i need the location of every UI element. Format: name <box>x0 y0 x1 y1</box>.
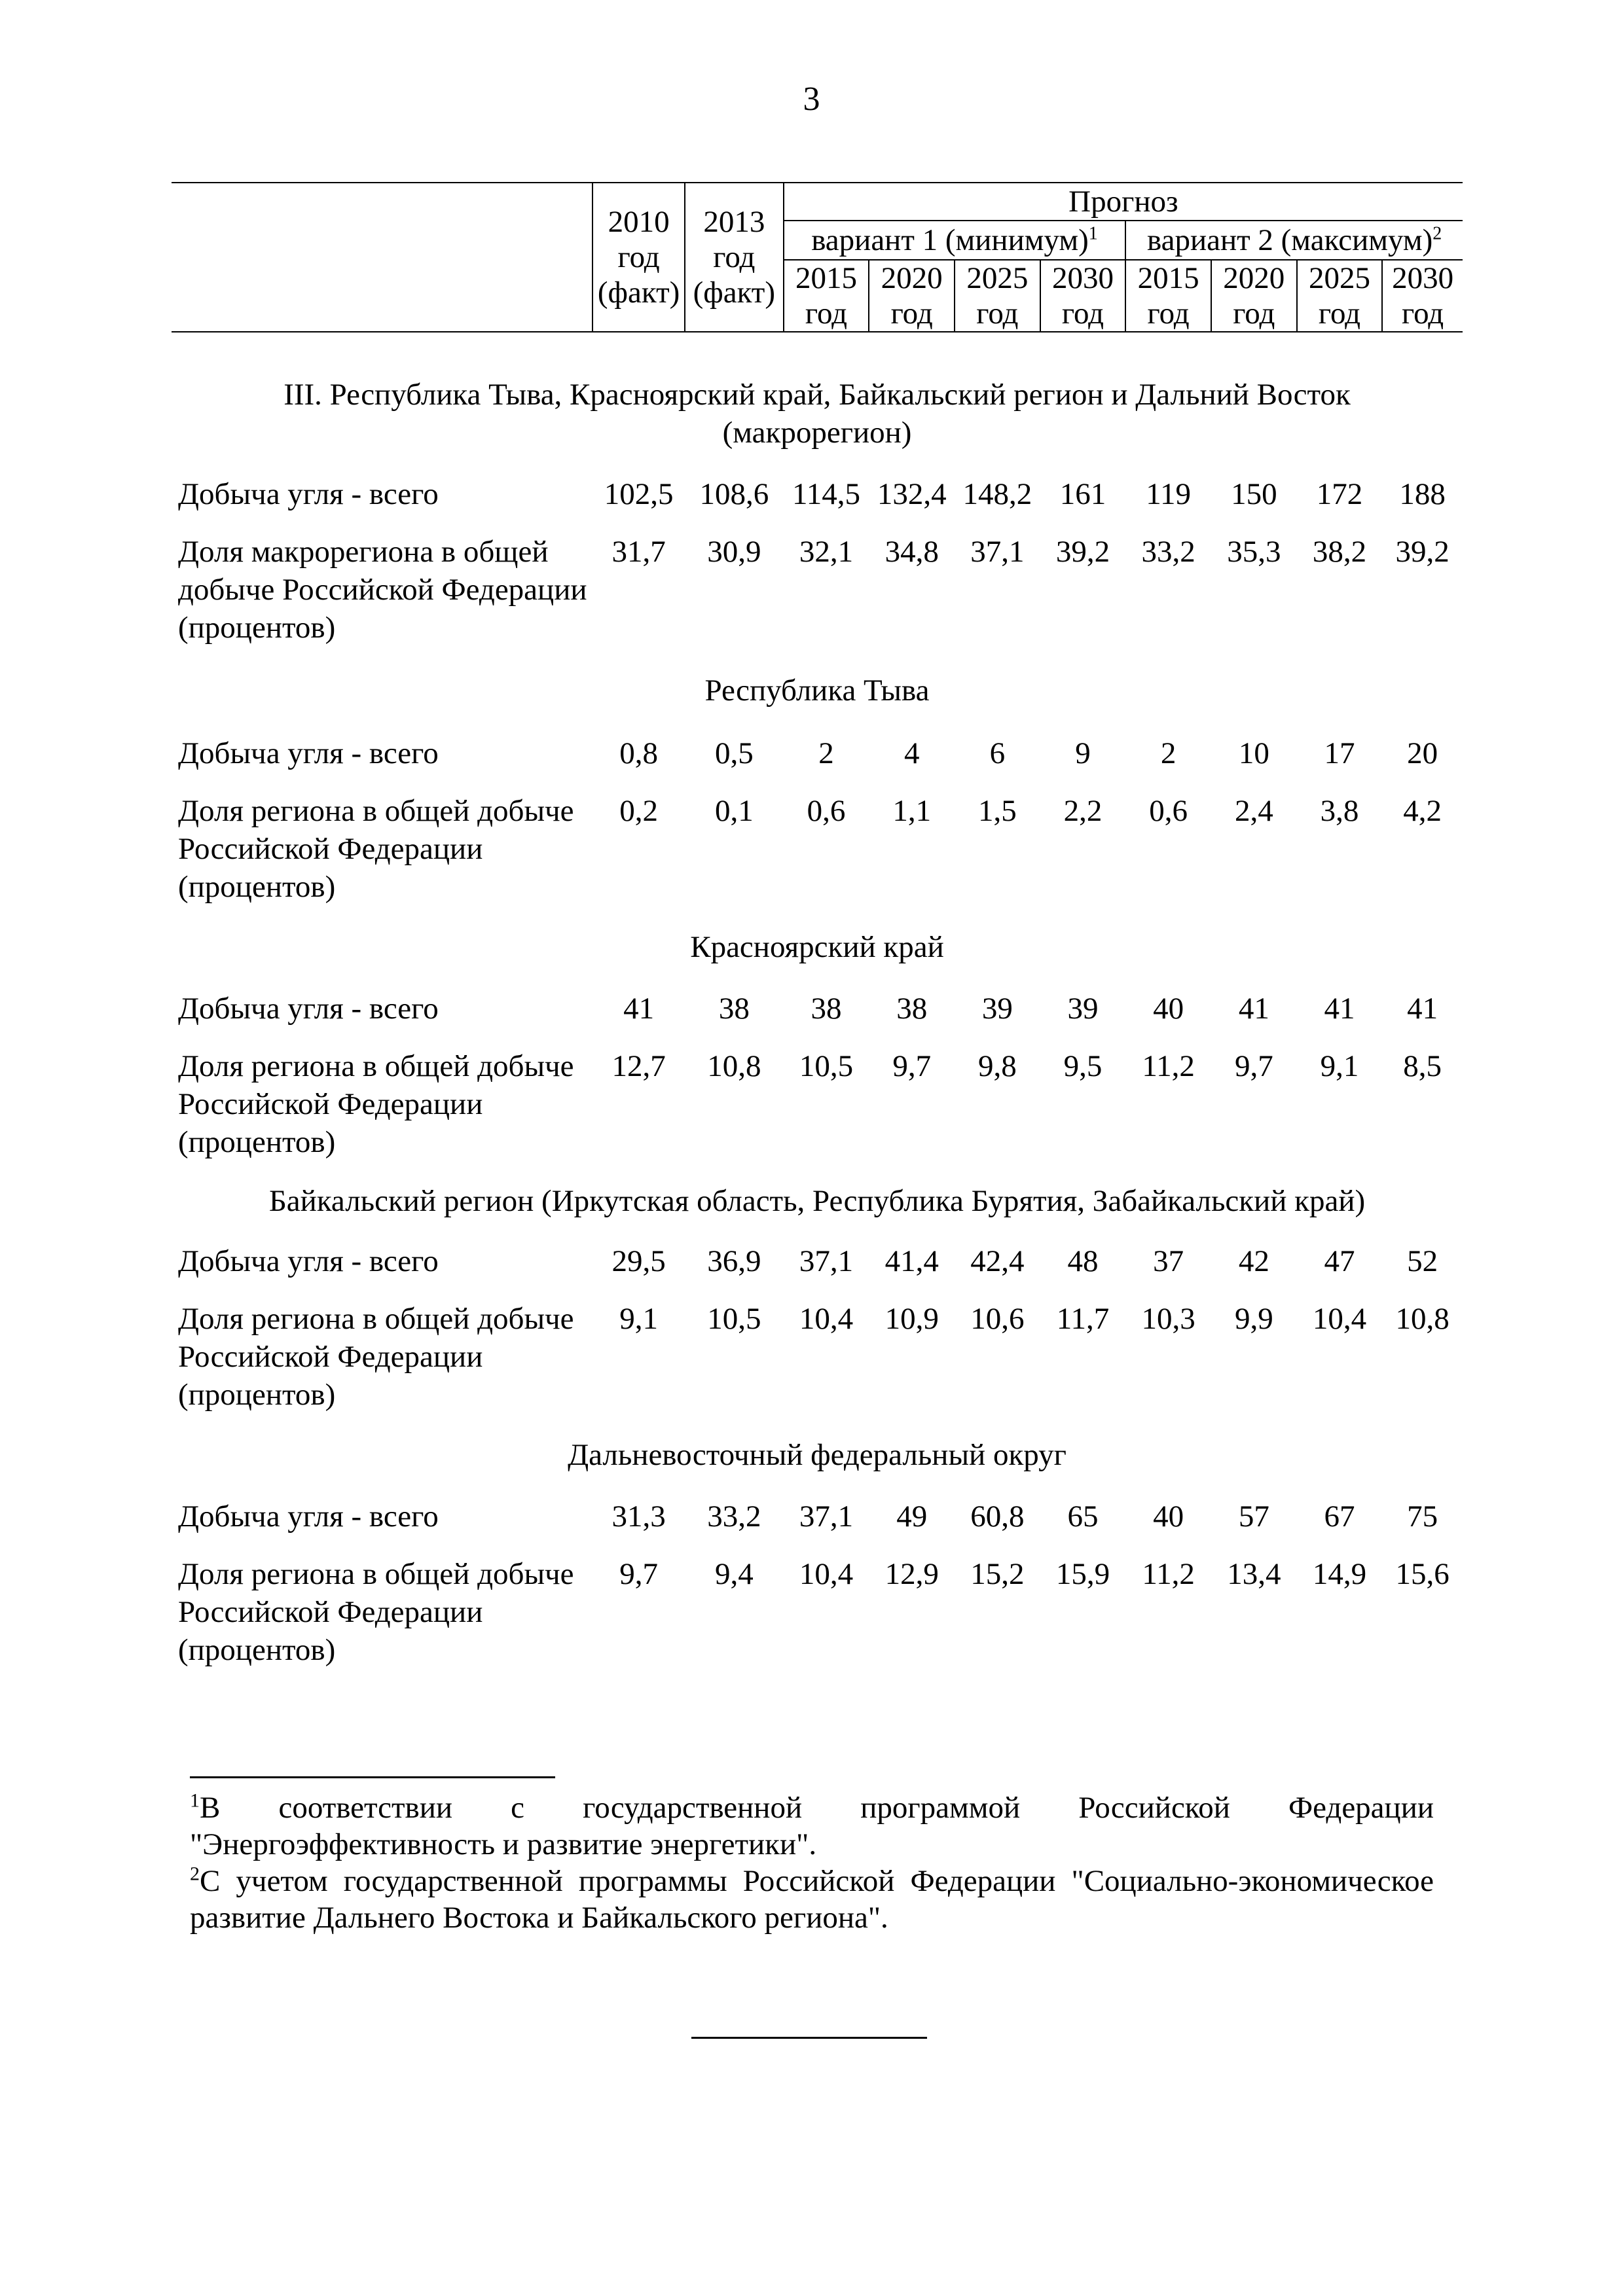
table-cell: 1,1 <box>892 794 932 828</box>
table-cell: 38,2 <box>1312 535 1367 569</box>
table-cell: 40 <box>1153 1499 1184 1534</box>
table-cell: 47 <box>1324 1244 1355 1278</box>
table-cell: 31,3 <box>611 1499 666 1534</box>
table-row <box>172 990 1463 1028</box>
section-table <box>172 734 1463 906</box>
table-cell: 9,7 <box>619 1557 658 1591</box>
table-cell: 37 <box>1153 1244 1184 1278</box>
table-cell: 9 <box>1075 736 1091 770</box>
table-cell: 42,4 <box>970 1244 1025 1278</box>
table-cell: 41 <box>1324 992 1355 1026</box>
header-year: 2015 год <box>1125 260 1211 332</box>
table-cell: 10,6 <box>970 1302 1025 1336</box>
table-cell: 119 <box>1146 477 1192 511</box>
section-table <box>172 475 1463 647</box>
section-title: III. Республика Тыва, Красноярский край, Байкальский регион и Дальний Восток (макрорегион) <box>283 378 1351 450</box>
table-cell: 30,9 <box>707 535 761 569</box>
table-cell: 2 <box>818 736 834 770</box>
footnote-ref-2: 2 <box>1432 223 1442 244</box>
table-cell: 148,2 <box>962 477 1032 511</box>
table-cell: 39 <box>981 992 1013 1026</box>
table-cell: 9,8 <box>977 1049 1017 1083</box>
table-cell: 15,9 <box>1055 1557 1110 1591</box>
table-cell: 9,9 <box>1234 1302 1273 1336</box>
row-label: Доля региона в общей добыче Российской Федерации (процентов) <box>178 1557 574 1667</box>
header-year: 2025 год <box>955 260 1040 332</box>
table-cell: 33,2 <box>1141 535 1195 569</box>
footnote-separator <box>190 1776 555 1778</box>
table-cell: 0,6 <box>807 794 846 828</box>
table-cell: 20 <box>1407 736 1438 770</box>
table-cell: 10,4 <box>799 1302 854 1336</box>
table-cell: 172 <box>1316 477 1363 511</box>
table-cell: 9,7 <box>892 1049 932 1083</box>
table-cell: 14,9 <box>1312 1557 1367 1591</box>
page-number: 3 <box>803 81 820 118</box>
table-row <box>172 772 1463 906</box>
table-cell: 9,1 <box>619 1302 658 1336</box>
row-label: Добыча угля - всего <box>178 992 439 1026</box>
table-cell: 2,4 <box>1234 794 1273 828</box>
table-cell: 10,5 <box>799 1049 854 1083</box>
table-row <box>172 1280 1463 1414</box>
table-cell: 67 <box>1324 1499 1355 1534</box>
header-year: 2020 год <box>869 260 955 332</box>
table-cell: 29,5 <box>611 1244 666 1278</box>
table-cell: 3,8 <box>1320 794 1359 828</box>
table-cell: 39,2 <box>1395 535 1450 569</box>
table-cell: 102,5 <box>604 477 674 511</box>
table-cell: 0,5 <box>714 736 754 770</box>
table-cell: 17 <box>1324 736 1355 770</box>
table-row <box>172 1242 1463 1280</box>
table-cell: 15,2 <box>970 1557 1025 1591</box>
section-title: Красноярский край <box>690 930 944 964</box>
table-cell: 41 <box>1238 992 1269 1026</box>
table-row <box>172 1498 1463 1535</box>
end-rule <box>691 2037 927 2039</box>
table-cell: 0,8 <box>619 736 658 770</box>
table-cell: 52 <box>1407 1244 1438 1278</box>
table-cell: 41 <box>1407 992 1438 1026</box>
header-blank-cell <box>172 183 593 332</box>
table-cell: 9,5 <box>1063 1049 1103 1083</box>
table-cell: 42 <box>1238 1244 1269 1278</box>
header-year: 2020 год <box>1211 260 1297 332</box>
table-cell: 0,2 <box>619 794 658 828</box>
section-table <box>172 1498 1463 1669</box>
footnote-1: $^1$В соответствии с государственной программой Российской Федерации "Энергоэффективность и развитие энергетики". <box>190 1789 1434 1861</box>
table-cell: 0,6 <box>1149 794 1188 828</box>
table-cell: 35,3 <box>1227 535 1281 569</box>
table-cell: 10,4 <box>1312 1302 1367 1336</box>
footnote-ref-1: 1 <box>1088 223 1098 244</box>
table-cell: 75 <box>1407 1499 1438 1534</box>
table-row <box>172 1535 1463 1669</box>
header-forecast: Прогноз <box>784 183 1463 221</box>
row-label: Добыча угля - всего <box>178 477 439 511</box>
table-cell: 13,4 <box>1227 1557 1281 1591</box>
table-cell: 10,5 <box>707 1302 761 1336</box>
table-cell: 36,9 <box>707 1244 761 1278</box>
row-label: Доля макрорегиона в общей добыче Российской Федерации (процентов) <box>178 535 587 645</box>
row-label: Доля региона в общей добыче Российской Федерации (процентов) <box>178 794 574 904</box>
row-label: Доля региона в общей добыче Российской Федерации (процентов) <box>178 1049 574 1159</box>
table-row <box>172 513 1463 647</box>
table-cell: 40 <box>1153 992 1184 1026</box>
table-row <box>172 734 1463 772</box>
header-year: 2025 год <box>1297 260 1383 332</box>
row-label: Добыча угля - всего <box>178 736 439 770</box>
table-cell: 9,4 <box>714 1557 754 1591</box>
table-cell: 39 <box>1067 992 1099 1026</box>
table-cell: 150 <box>1231 477 1277 511</box>
table-cell: 6 <box>989 736 1006 770</box>
table-cell: 132,4 <box>877 477 947 511</box>
table-cell: 161 <box>1059 477 1106 511</box>
table-cell: 41,4 <box>884 1244 939 1278</box>
section-table <box>172 1242 1463 1414</box>
table-cell: 48 <box>1067 1244 1099 1278</box>
table-cell: 31,7 <box>611 535 666 569</box>
header-year: 2030 год <box>1382 260 1463 332</box>
table-cell: 10,9 <box>884 1302 939 1336</box>
table-cell: 2 <box>1160 736 1176 770</box>
table-cell: 37,1 <box>799 1244 854 1278</box>
table-cell: 9,1 <box>1320 1049 1359 1083</box>
table-cell: 38 <box>811 992 842 1026</box>
table-cell: 9,7 <box>1234 1049 1273 1083</box>
table-cell: 49 <box>896 1499 928 1534</box>
table-cell: 1,5 <box>977 794 1017 828</box>
table-cell: 39,2 <box>1055 535 1110 569</box>
table-cell: 41 <box>623 992 655 1026</box>
table-cell: 12,9 <box>884 1557 939 1591</box>
table-cell: 34,8 <box>884 535 939 569</box>
table-cell: 2,2 <box>1063 794 1103 828</box>
header-year: 2030 год <box>1040 260 1126 332</box>
table-cell: 11,2 <box>1142 1557 1195 1591</box>
section-title: Республика Тыва <box>704 673 930 708</box>
header-variant-2: вариант 2 (максимум)$^2$ <box>1125 221 1463 260</box>
table-cell: 108,6 <box>699 477 769 511</box>
table-cell: 37,1 <box>970 535 1025 569</box>
table-cell: 57 <box>1238 1499 1269 1534</box>
table-cell: 10 <box>1238 736 1269 770</box>
section-table <box>172 990 1463 1161</box>
table-cell: 8,5 <box>1403 1049 1442 1083</box>
table-cell: 11,2 <box>1142 1049 1195 1083</box>
table-row <box>172 1028 1463 1161</box>
section-title: Байкальский регион (Иркутская область, Республика Бурятия, Забайкальский край) <box>268 1184 1366 1218</box>
table-cell: 10,4 <box>799 1557 854 1591</box>
row-label: Доля региона в общей добыче Российской Федерации (процентов) <box>178 1302 574 1412</box>
table-cell: 32,1 <box>799 535 854 569</box>
table-cell: 10,8 <box>707 1049 761 1083</box>
row-label: Добыча угля - всего <box>178 1244 439 1278</box>
table-row <box>172 475 1463 513</box>
table-cell: 60,8 <box>970 1499 1025 1534</box>
header-2010: 2010 год (факт) <box>593 183 685 332</box>
table-cell: 10,3 <box>1141 1302 1195 1336</box>
table-cell: 188 <box>1399 477 1446 511</box>
table-cell: 4,2 <box>1403 794 1442 828</box>
table-cell: 114,5 <box>792 477 861 511</box>
table-cell: 12,7 <box>611 1049 666 1083</box>
table-cell: 65 <box>1067 1499 1099 1534</box>
table-cell: 4 <box>903 736 920 770</box>
table-cell: 15,6 <box>1395 1557 1450 1591</box>
table-cell: 38 <box>896 992 928 1026</box>
header-2013: 2013 год (факт) <box>685 183 784 332</box>
footnote-2: $^2$С учетом государственной программы Российской Федерации "Социально-экономическое развитие Дальнего Востока и Байкальского региона". <box>190 1863 1434 1935</box>
table-cell: 38 <box>718 992 750 1026</box>
row-label: Добыча угля - всего <box>178 1499 439 1534</box>
header-year: 2015 год <box>784 260 869 332</box>
table-cell: 0,1 <box>714 794 754 828</box>
table-cell: 37,1 <box>799 1499 854 1534</box>
header-variant-1: вариант 1 (минимум)$^1$ <box>784 221 1126 260</box>
table-cell: 10,8 <box>1395 1302 1450 1336</box>
table-header <box>172 182 1463 332</box>
table-cell: 33,2 <box>707 1499 761 1534</box>
table-cell: 11,7 <box>1056 1302 1110 1336</box>
section-title: Дальневосточный федеральный округ <box>568 1438 1067 1472</box>
